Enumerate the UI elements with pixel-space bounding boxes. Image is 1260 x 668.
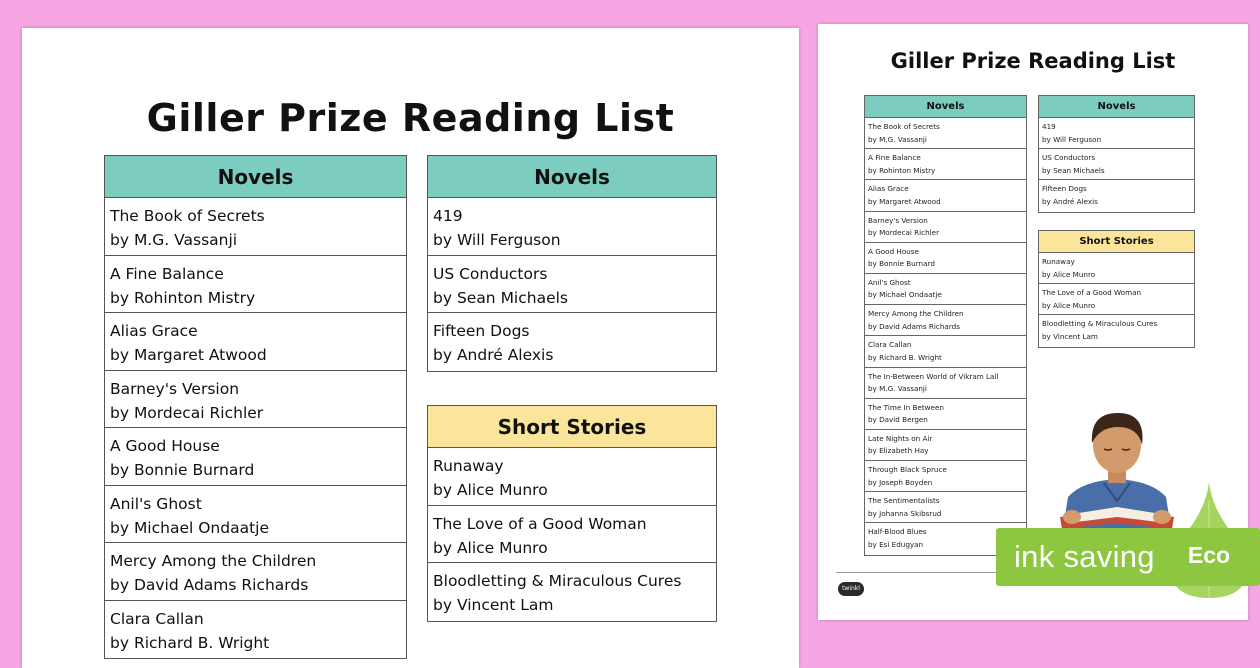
book-author: by Johanna Skibsrud bbox=[868, 508, 942, 518]
list-item bbox=[1039, 149, 1194, 180]
book-title: Barney's Version bbox=[868, 215, 928, 225]
book-author: by Richard B. Wright bbox=[110, 633, 270, 652]
list-item bbox=[105, 543, 406, 601]
book-author: by Sean Michaels bbox=[1042, 165, 1105, 175]
list-item bbox=[865, 430, 1026, 461]
book-author: by Michael Ondaatje bbox=[868, 290, 942, 300]
table-header: Novels bbox=[428, 156, 716, 198]
book-title: The Book of Secrets bbox=[868, 122, 940, 131]
book-author: by Mordecai Richler bbox=[868, 228, 940, 238]
book-title: The In-Between World of Vikram Lall bbox=[868, 371, 999, 381]
book-author: by Alice Munro bbox=[1042, 300, 1096, 310]
list-item bbox=[428, 198, 716, 256]
list-item bbox=[105, 601, 406, 659]
book-title: A Fine Balance bbox=[110, 264, 224, 283]
list-item bbox=[865, 336, 1026, 367]
book-title: The Sentimentalists bbox=[868, 496, 940, 506]
list-item bbox=[428, 313, 716, 371]
book-author: by Bonnie Burnard bbox=[868, 259, 935, 269]
book-title: The Love of a Good Woman bbox=[1042, 288, 1142, 298]
book-title: The Time In Between bbox=[868, 402, 944, 412]
table-header: Short Stories bbox=[428, 406, 716, 448]
list-item bbox=[428, 256, 716, 314]
book-title: Anil's Ghost bbox=[868, 277, 911, 287]
book-author: by Joseph Boyden bbox=[868, 477, 933, 487]
twinkl-logo: twinkl bbox=[838, 582, 864, 596]
list-item bbox=[428, 563, 716, 621]
ink-saving-label: ink saving bbox=[1014, 539, 1155, 574]
book-author: by Margaret Atwood bbox=[868, 196, 941, 206]
book-title: A Good House bbox=[868, 246, 919, 256]
list-item bbox=[865, 149, 1026, 180]
book-author: by Vincent Lam bbox=[1042, 331, 1098, 341]
list-item bbox=[865, 118, 1026, 149]
book-title: Bloodletting & Miraculous Cures bbox=[1042, 319, 1158, 329]
book-author: by Alice Munro bbox=[433, 481, 548, 499]
book-author: by André Alexis bbox=[433, 346, 554, 364]
book-title: Mercy Among the Children bbox=[868, 309, 964, 319]
short-stories-table bbox=[427, 405, 717, 622]
worksheet-page bbox=[22, 28, 799, 668]
book-title: A Fine Balance bbox=[868, 153, 921, 163]
book-title: 419 bbox=[433, 207, 463, 225]
list-item bbox=[865, 305, 1026, 336]
list-item bbox=[865, 274, 1026, 305]
preview-novels-table-right bbox=[1038, 95, 1195, 213]
book-author: by David Adams Richards bbox=[868, 321, 960, 331]
book-title: Clara Callan bbox=[110, 609, 204, 628]
preview-title: Giller Prize Reading List bbox=[890, 49, 1176, 73]
list-item bbox=[1039, 118, 1194, 149]
book-author: by Will Ferguson bbox=[1042, 134, 1102, 144]
book-title: The Book of Secrets bbox=[110, 207, 265, 225]
book-author: by David Adams Richards bbox=[110, 576, 309, 594]
table-header: Novels bbox=[865, 96, 1026, 118]
page-title: Giller Prize Reading List bbox=[146, 96, 675, 140]
novels-table-right bbox=[427, 155, 717, 372]
book-title: Runaway bbox=[1042, 257, 1075, 266]
book-author: by Esi Edugyan bbox=[868, 539, 924, 549]
list-item bbox=[1039, 284, 1194, 315]
table-header: Novels bbox=[1039, 96, 1194, 118]
list-item bbox=[865, 243, 1026, 274]
book-author: by M.G. Vassanji bbox=[868, 134, 927, 144]
list-item bbox=[105, 486, 406, 544]
book-author: by Rohinton Mistry bbox=[868, 165, 936, 175]
book-author: by Alice Munro bbox=[1042, 269, 1096, 279]
list-item bbox=[428, 506, 716, 564]
book-author: by David Bergen bbox=[868, 415, 928, 425]
book-author: by Elizabeth Hay bbox=[868, 446, 929, 456]
book-title: The Love of a Good Woman bbox=[433, 514, 647, 533]
book-author: by Sean Michaels bbox=[433, 288, 569, 307]
book-title: A Good House bbox=[110, 437, 220, 455]
list-item bbox=[865, 180, 1026, 211]
book-author: by M.G. Vassanji bbox=[868, 384, 927, 393]
list-item bbox=[105, 428, 406, 486]
list-item bbox=[1039, 180, 1194, 211]
list-item bbox=[1039, 253, 1194, 284]
preview-novels-table-left bbox=[864, 95, 1027, 556]
book-title: Bloodletting & Miraculous Cures bbox=[433, 572, 682, 590]
book-author: by Vincent Lam bbox=[433, 596, 554, 614]
novels-table-left bbox=[104, 155, 407, 659]
list-item bbox=[865, 461, 1026, 492]
book-author: by Will Ferguson bbox=[433, 231, 561, 249]
list-item bbox=[428, 448, 716, 506]
book-author: by Bonnie Burnard bbox=[110, 461, 255, 479]
book-author: by Alice Munro bbox=[433, 538, 548, 557]
book-title: Mercy Among the Children bbox=[110, 552, 317, 570]
book-title: Runaway bbox=[433, 457, 504, 475]
book-title: Anil's Ghost bbox=[110, 494, 202, 513]
book-author: by Mordecai Richler bbox=[110, 403, 264, 422]
book-author: by André Alexis bbox=[1042, 196, 1098, 206]
book-author: by Michael Ondaatje bbox=[110, 518, 270, 537]
book-title: US Conductors bbox=[1042, 153, 1096, 163]
book-author: by Margaret Atwood bbox=[110, 346, 267, 364]
list-item bbox=[865, 399, 1026, 430]
book-title: Fifteen Dogs bbox=[433, 322, 530, 340]
list-item bbox=[865, 368, 1026, 399]
book-title: 419 bbox=[1042, 122, 1056, 131]
book-title: Through Black Spruce bbox=[868, 465, 947, 475]
book-title: US Conductors bbox=[433, 264, 548, 283]
book-title: Late Nights on Air bbox=[868, 433, 933, 443]
list-item bbox=[1039, 315, 1194, 346]
book-title: Fifteen Dogs bbox=[1042, 184, 1087, 194]
eco-label: Eco bbox=[1187, 542, 1231, 568]
book-title: Alias Grace bbox=[110, 322, 198, 340]
list-item bbox=[105, 198, 406, 256]
table-header: Short Stories bbox=[1039, 231, 1194, 253]
list-item bbox=[105, 313, 406, 371]
preview-short-stories-table bbox=[1038, 230, 1195, 348]
book-title: Alias Grace bbox=[868, 184, 909, 194]
list-item bbox=[865, 212, 1026, 243]
list-item bbox=[105, 256, 406, 314]
book-title: Barney's Version bbox=[110, 379, 240, 398]
table-header: Novels bbox=[105, 156, 406, 198]
book-title: Clara Callan bbox=[868, 340, 912, 350]
book-author: by Richard B. Wright bbox=[868, 352, 942, 362]
book-author: by M.G. Vassanji bbox=[110, 231, 238, 249]
book-title: Half-Blood Blues bbox=[868, 527, 927, 537]
list-item bbox=[105, 371, 406, 429]
list-item bbox=[865, 492, 1026, 523]
book-author: by Rohinton Mistry bbox=[110, 288, 256, 307]
